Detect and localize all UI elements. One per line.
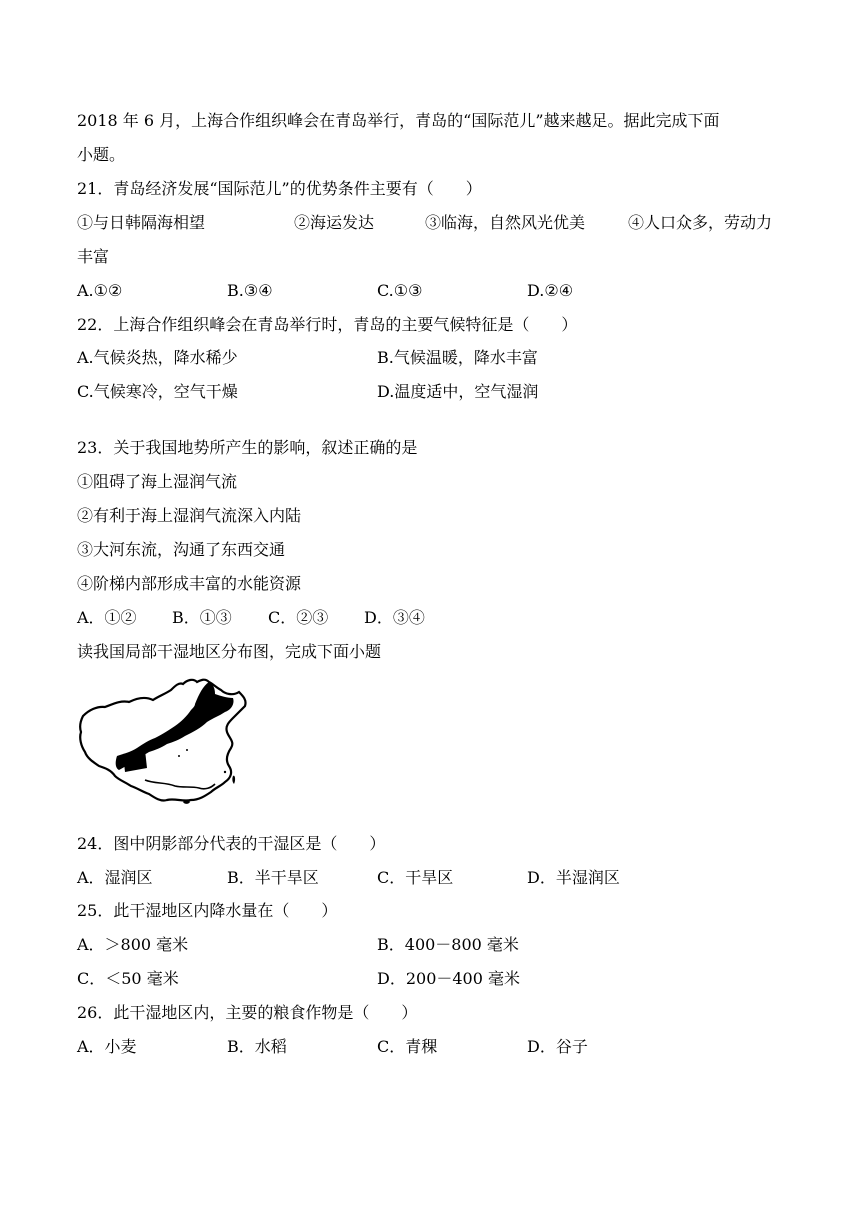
q24-option-d[interactable]: D．半湿润区 xyxy=(527,868,620,887)
q26-option-c[interactable]: C．青稞 xyxy=(377,1037,438,1056)
q21-stem: 21．青岛经济发展“国际范儿”的优势条件主要有（ ） xyxy=(77,179,482,198)
q23-option-a[interactable]: A．①② xyxy=(77,608,137,627)
q23-item-4: ④阶梯内部形成丰富的水能资源 xyxy=(77,574,302,593)
q25-stem: 25．此干湿地区内降水量在（ ） xyxy=(77,901,338,920)
intro-line-1: 2018 年 6 月，上海合作组织峰会在青岛举行，青岛的“国际范儿”越来越足。据此完成下面 xyxy=(77,111,720,130)
q26-option-d[interactable]: D．谷子 xyxy=(527,1037,588,1056)
q21-item-4-cont: 丰富 xyxy=(77,247,110,266)
q23-option-b[interactable]: B．①③ xyxy=(172,608,232,627)
q26-option-b[interactable]: B．水稻 xyxy=(227,1037,287,1056)
q24-option-b[interactable]: B．半干旱区 xyxy=(227,868,319,887)
q21-option-c[interactable]: C.①③ xyxy=(377,281,423,300)
q22-stem: 22．上海合作组织峰会在青岛举行时，青岛的主要气候特征是（ ） xyxy=(77,315,578,334)
q21-item-3: ③临海，自然风光优美 xyxy=(425,213,586,232)
q21-option-d[interactable]: D.②④ xyxy=(527,281,574,300)
q24-option-c[interactable]: C．干旱区 xyxy=(377,868,454,887)
q23-item-2: ②有利于海上湿润气流深入内陆 xyxy=(77,506,302,525)
q23-option-d[interactable]: D．③④ xyxy=(364,608,425,627)
q23-stem: 23．关于我国地势所产生的影响，叙述正确的是 xyxy=(77,438,418,457)
q24-option-a[interactable]: A．湿润区 xyxy=(77,868,153,887)
q22-option-a[interactable]: A.气候炎热，降水稀少 xyxy=(77,348,238,367)
q23-item-3: ③大河东流，沟通了东西交通 xyxy=(77,540,286,559)
china-dry-wet-map xyxy=(75,676,251,806)
q21-item-1: ①与日韩隔海相望 xyxy=(77,213,206,232)
q25-option-a[interactable]: A．＞800 毫米 xyxy=(77,935,189,954)
china-map-graphic xyxy=(75,676,251,806)
q22-option-b[interactable]: B.气候温暖，降水丰富 xyxy=(377,348,538,367)
q23-item-1: ①阻碍了海上湿润气流 xyxy=(77,472,238,491)
q21-item-2: ②海运发达 xyxy=(294,213,375,232)
china-south-coast xyxy=(145,780,215,789)
taiwan-island xyxy=(232,776,235,784)
q21-item-4: ④人口众多，劳动力 xyxy=(628,213,773,232)
intro-line-2: 小题。 xyxy=(77,145,126,164)
q22-option-d[interactable]: D.温度适中，空气湿润 xyxy=(377,382,539,401)
q21-option-a[interactable]: A.①② xyxy=(77,281,123,300)
q25-option-d[interactable]: D．200－400 毫米 xyxy=(377,969,520,988)
q24-stem: 24．图中阴影部分代表的干湿区是（ ） xyxy=(77,834,386,853)
q21-option-b[interactable]: B.③④ xyxy=(227,281,273,300)
q25-option-b[interactable]: B．400－800 毫米 xyxy=(377,935,519,954)
q25-option-c[interactable]: C．＜50 毫米 xyxy=(77,969,179,988)
map-intro: 读我国局部干湿地区分布图，完成下面小题 xyxy=(77,642,382,661)
q22-option-c[interactable]: C.气候寒冷，空气干燥 xyxy=(77,382,238,401)
q23-option-c[interactable]: C．②③ xyxy=(268,608,329,627)
q26-option-a[interactable]: A．小麦 xyxy=(77,1037,137,1056)
q26-stem: 26．此干湿地区内，主要的粮食作物是（ ） xyxy=(77,1003,418,1022)
